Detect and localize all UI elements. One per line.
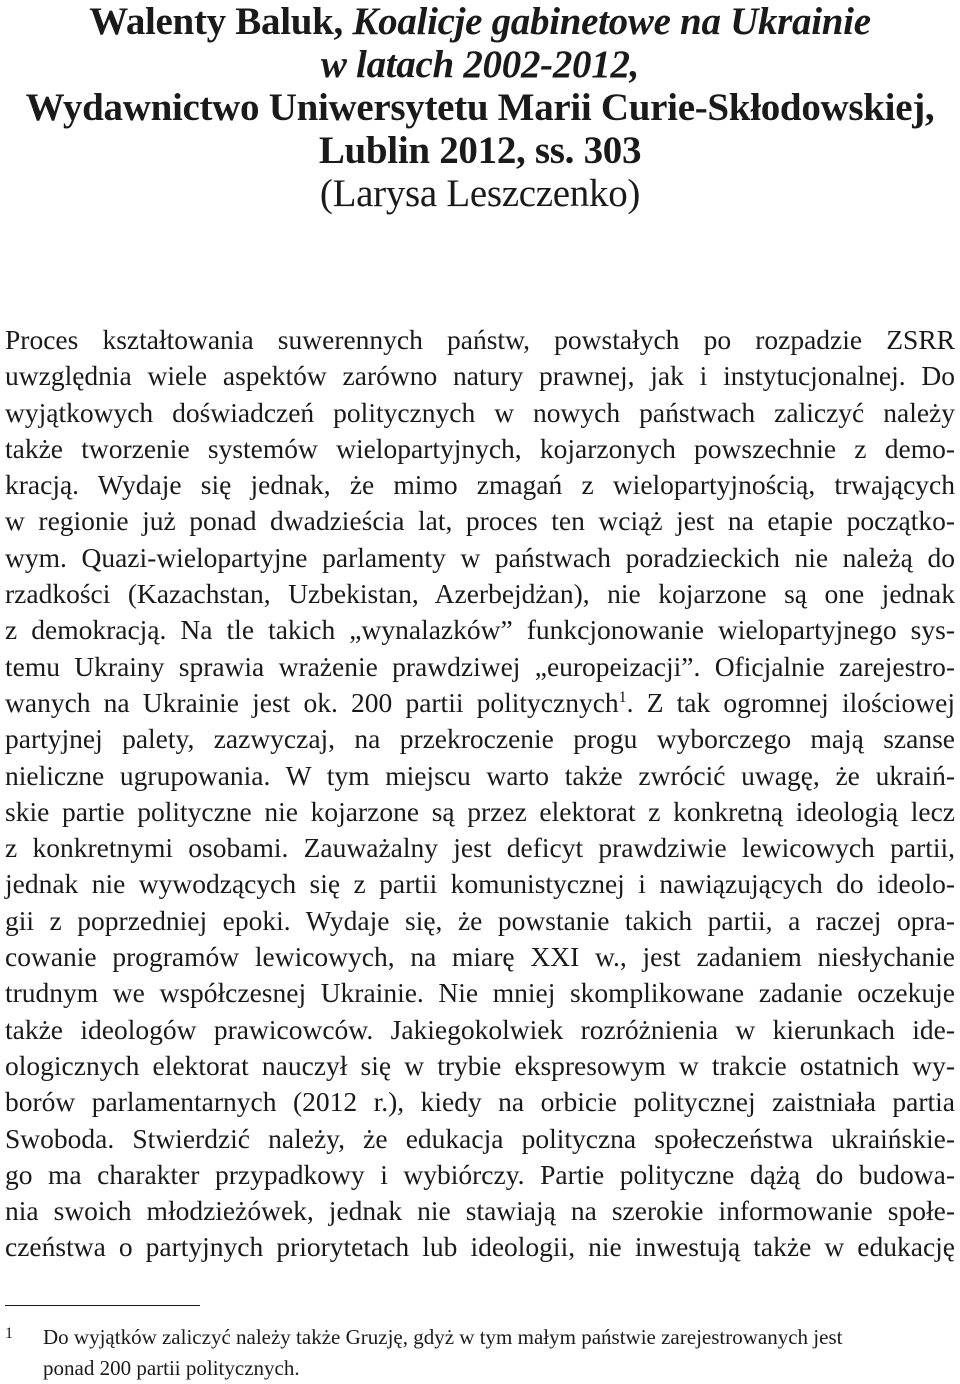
body-line-tail: . Z tak ogromnej ilościowej bbox=[626, 686, 955, 718]
body-line: partyjnej palety, zazwyczaj, na przekroczenie progu wyborczego mają szanse bbox=[5, 723, 955, 755]
footnote-text bbox=[43, 1322, 955, 1384]
footnote-number: 1 bbox=[5, 1325, 13, 1342]
body-line: skie partie polityczne nie kojarzone są przez elektorat z konkretną ideologią lecz bbox=[5, 795, 955, 827]
body-line: borów parlamentarnych (2012 r.), kiedy na orbicie politycznej zaistniała partia bbox=[5, 1086, 955, 1118]
body-line: trudnym we współczesnej Ukrainie. Nie mniej skomplikowane zadanie oczekuje bbox=[5, 977, 955, 1009]
body-line: czeństwa o partyjnych priorytetach lub ideologii, nie inwestują także w edukację bbox=[5, 1231, 955, 1263]
heading-line-1 bbox=[0, 0, 960, 43]
body-line: temu Ukrainy sprawia wrażenie prawdziwej „europeizacji”. Oficjalnie zarejestro- bbox=[5, 650, 955, 682]
footnote-line: ponad 200 partii politycznych. bbox=[43, 1356, 300, 1380]
body-line: wym. Quazi-wielopartyjne parlamenty w państwach poradzieckich nie należą do bbox=[5, 541, 955, 573]
body-line: gii z poprzedniej epoki. Wydaje się, że powstanie takich partii, a raczej opra- bbox=[5, 904, 955, 936]
footnote-reference[interactable]: 1 bbox=[618, 688, 627, 706]
book-place-pages: Lublin 2012, ss. 303 bbox=[318, 129, 642, 172]
body-line: cowanie programów lewicowych, na miarę XXI w., jest zadaniem niesłychanie bbox=[5, 941, 955, 973]
body-line: z demokracją. Na tle takich „wynalazków” funkcjonowanie wielopartyjnego sys- bbox=[5, 614, 955, 646]
body-line: Swoboda. Stwierdzić należy, że edukacja polityczna społeczeństwa ukraińskie- bbox=[5, 1122, 955, 1154]
review-body bbox=[5, 322, 955, 1266]
body-line: w regionie już ponad dwadzieścia lat, proces ten wciąż jest na etapie początko- bbox=[5, 505, 955, 537]
body-line: wyjątkowych doświadczeń politycznych w nowych państwach zaliczyć należy bbox=[5, 396, 955, 428]
body-line-text: wanych na Ukrainie jest ok. 200 partii politycznych bbox=[5, 686, 619, 718]
reviewer-name: (Larysa Leszczenko) bbox=[319, 172, 641, 215]
body-line: uwzględnia wiele aspektów zarówno natury prawnej, jak i instytucjonalnej. Do bbox=[5, 360, 955, 392]
body-line: z konkretnymi osobami. Zauważalny jest deficyt prawdziwie lewicowych partii, bbox=[5, 832, 955, 864]
body-line: także tworzenie systemów wielopartyjnych, kojarzonych powszechnie z demo- bbox=[5, 432, 955, 464]
body-line: rzadkości (Kazachstan, Uzbekistan, Azerbejdżan), nie kojarzone są one jednak bbox=[5, 578, 955, 610]
book-author: Walenty Baluk, bbox=[89, 0, 343, 43]
body-line: kracją. Wydaje się jednak, że mimo zmagań z wielopartyjnością, trwających bbox=[5, 469, 955, 501]
body-line: jednak nie wywodzących się z partii komunistycznej i nawiązujących do ideolo- bbox=[5, 868, 955, 900]
body-line: nia swoich młodzieżówek, jednak nie stawiają na szerokie informowanie społe- bbox=[5, 1195, 955, 1227]
footnote-line: Do wyjątków zaliczyć należy także Gruzję, gdyż w tym małym państwie zarejestrowanych jest bbox=[43, 1325, 843, 1349]
body-line: ologicznych elektorat nauczył się w trybie ekspresowym w trakcie ostatnich wy- bbox=[5, 1049, 955, 1081]
body-line: go ma charakter przypadkowy i wybiórczy. Partie polityczne dążą do budowa- bbox=[5, 1158, 955, 1190]
body-line: także ideologów prawicowców. Jakiegokolwiek rozróżnienia w kierunkach ide- bbox=[5, 1013, 955, 1045]
body-line: Proces kształtowania suwerennych państw, powstałych po rozpadzie ZSRR bbox=[5, 324, 955, 355]
book-title-part-1: Koalicje gabinetowe na Ukrainie bbox=[352, 0, 871, 43]
body-line-with-footnote-ref bbox=[5, 685, 955, 721]
book-publisher: Wydawnictwo Uniwersytetu Marii Curie-Skłodowskiej, bbox=[25, 86, 935, 129]
review-heading bbox=[0, 0, 960, 215]
body-line: nieliczne ugrupowania. W tym miejscu warto także zwrócić uwagę, że ukraiń- bbox=[5, 759, 955, 791]
book-title-part-2: w latach 2002-2012, bbox=[320, 43, 640, 86]
footnote-divider bbox=[5, 1305, 200, 1306]
